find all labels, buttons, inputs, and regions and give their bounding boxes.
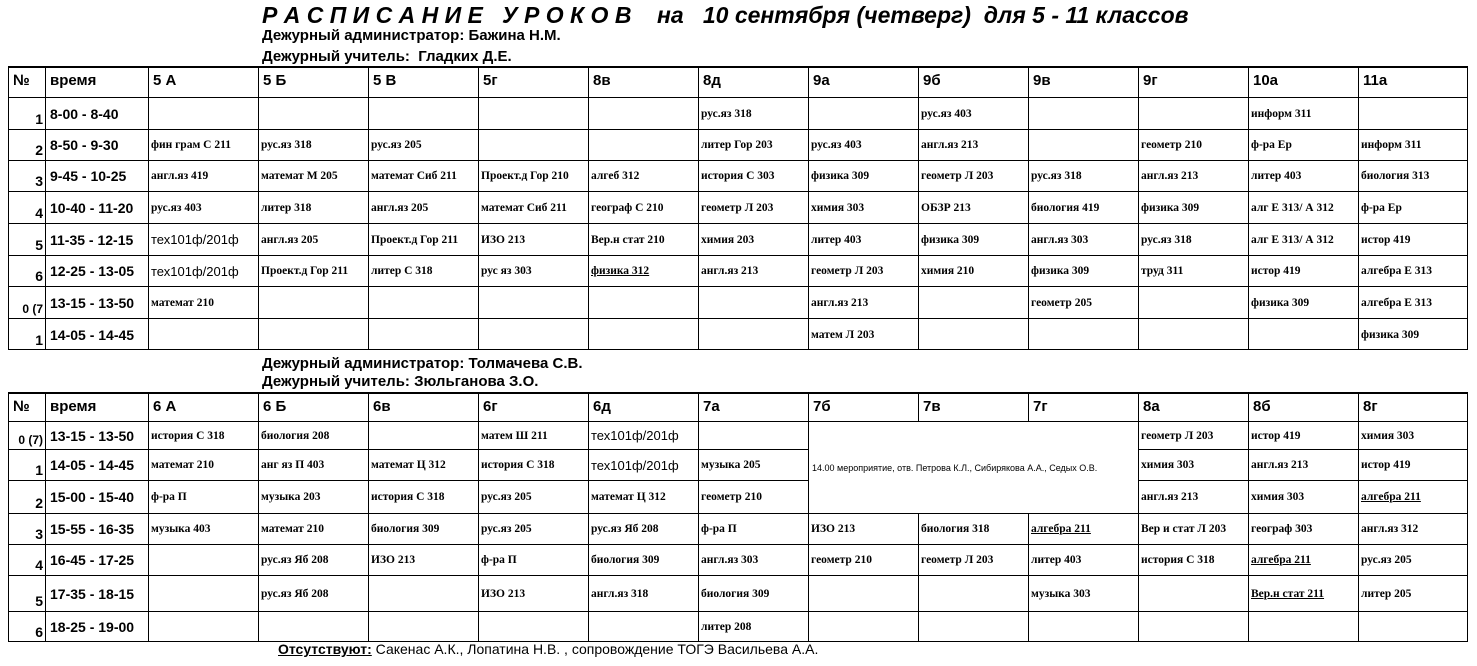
lesson-cell: алгебра 211 <box>1358 480 1468 513</box>
lesson-number: 3 <box>8 160 45 191</box>
lesson-cell: алг Е 313/ А 312 <box>1248 191 1358 223</box>
lesson-cell: англ.яз 213 <box>808 286 918 318</box>
lesson-cell: биология 208 <box>258 421 368 449</box>
lesson-cell: труд 311 <box>1138 255 1248 286</box>
lesson-cell: истор 419 <box>1358 223 1468 255</box>
lesson-time: 8-00 - 8-40 <box>45 97 148 129</box>
lesson-cell: ф-ра Ер <box>1358 191 1468 223</box>
class-header: 5 Б <box>258 66 368 97</box>
lesson-cell: алгебра 211 <box>1028 513 1138 544</box>
lesson-cell: ИЗО 213 <box>808 513 918 544</box>
lesson-cell: истор 419 <box>1248 421 1358 449</box>
lesson-time: 13-15 - 13-50 <box>45 421 148 449</box>
lesson-cell: ОБЗР 213 <box>918 191 1028 223</box>
lesson-number: 2 <box>8 129 45 160</box>
lesson-cell <box>1138 318 1248 350</box>
class-header: 8г <box>1358 392 1468 421</box>
lesson-number: 0 (7 <box>8 286 45 318</box>
class-header: 7а <box>698 392 808 421</box>
lesson-cell: ф-ра П <box>148 480 258 513</box>
lesson-cell <box>258 286 368 318</box>
class-header: 9б <box>918 66 1028 97</box>
lesson-cell: Вер.н стат 210 <box>588 223 698 255</box>
lesson-cell: биология 309 <box>588 544 698 575</box>
lesson-cell: англ.яз 205 <box>258 223 368 255</box>
lesson-cell: история С 318 <box>478 449 588 480</box>
lesson-cell <box>1358 97 1468 129</box>
lesson-cell <box>588 318 698 350</box>
lesson-cell: Проект.д Гор 211 <box>368 223 478 255</box>
lesson-cell: географ С 210 <box>588 191 698 223</box>
lesson-cell: химия 210 <box>918 255 1028 286</box>
lesson-cell: физика 309 <box>808 160 918 191</box>
lesson-cell <box>148 544 258 575</box>
lesson-time: 14-05 - 14-45 <box>45 318 148 350</box>
lesson-number: 5 <box>8 575 45 611</box>
lesson-cell: информ 311 <box>1358 129 1468 160</box>
lesson-cell: рус.яз 403 <box>808 129 918 160</box>
lesson-cell: истор 419 <box>1358 449 1468 480</box>
lesson-cell: ф-ра Ер <box>1248 129 1358 160</box>
lesson-cell: физика 312 <box>588 255 698 286</box>
lesson-cell: рус.яз 205 <box>1358 544 1468 575</box>
lesson-cell <box>808 611 918 642</box>
lesson-cell: химия 303 <box>1358 421 1468 449</box>
lesson-cell <box>698 421 808 449</box>
lesson-cell: ИЗО 213 <box>368 544 478 575</box>
lesson-cell: матем Ш 211 <box>478 421 588 449</box>
class-header: 9в <box>1028 66 1138 97</box>
lesson-cell: музыка 205 <box>698 449 808 480</box>
lesson-cell <box>588 286 698 318</box>
lesson-number: 6 <box>8 611 45 642</box>
lesson-cell: англ.яз 303 <box>698 544 808 575</box>
class-header: 8б <box>1248 392 1358 421</box>
lesson-cell <box>148 611 258 642</box>
lesson-time: 16-45 - 17-25 <box>45 544 148 575</box>
lesson-cell: биология 309 <box>368 513 478 544</box>
lesson-cell <box>478 286 588 318</box>
lesson-cell: биология 309 <box>698 575 808 611</box>
lesson-cell <box>258 611 368 642</box>
lesson-cell <box>148 318 258 350</box>
lesson-number: 0 (7) <box>8 421 45 449</box>
lesson-cell: литер 403 <box>1028 544 1138 575</box>
lesson-cell <box>588 611 698 642</box>
class-header: 6в <box>368 392 478 421</box>
class-header: 8д <box>698 66 808 97</box>
lesson-cell: матем Л 203 <box>808 318 918 350</box>
lesson-cell: рус.яз 403 <box>918 97 1028 129</box>
lesson-cell: физика 309 <box>1358 318 1468 350</box>
lesson-cell: литер 318 <box>258 191 368 223</box>
header-num: № <box>8 392 45 421</box>
lesson-cell: рус.яз 318 <box>698 97 808 129</box>
lesson-cell: алгеб 312 <box>588 160 698 191</box>
lesson-cell: математ Ц 312 <box>368 449 478 480</box>
lesson-cell <box>1138 97 1248 129</box>
lesson-cell: тех101ф/201ф <box>588 421 698 449</box>
lesson-cell: рус.яз Яб 208 <box>258 575 368 611</box>
lesson-cell <box>698 286 808 318</box>
lesson-time: 15-55 - 16-35 <box>45 513 148 544</box>
lesson-cell <box>368 318 478 350</box>
lesson-time: 8-50 - 9-30 <box>45 129 148 160</box>
lesson-cell: рус.яз Яб 208 <box>258 544 368 575</box>
lesson-cell <box>588 97 698 129</box>
lesson-cell <box>368 575 478 611</box>
lesson-cell <box>1138 286 1248 318</box>
class-header: 9а <box>808 66 918 97</box>
absent-text: Сакенас А.К., Лопатина Н.В. , сопровождение ТОГЭ Васильева А.А. <box>371 641 819 657</box>
header-time: время <box>45 66 148 97</box>
lesson-cell <box>478 97 588 129</box>
lesson-cell <box>1248 611 1358 642</box>
lesson-number: 3 <box>8 513 45 544</box>
lesson-cell <box>918 318 1028 350</box>
lesson-cell: история С 318 <box>1138 544 1248 575</box>
lesson-cell <box>808 97 918 129</box>
lesson-cell: литер 403 <box>1248 160 1358 191</box>
lesson-cell <box>258 318 368 350</box>
lesson-cell: информ 311 <box>1248 97 1358 129</box>
lesson-cell: литер 205 <box>1358 575 1468 611</box>
header-time: время <box>45 392 148 421</box>
lesson-cell: физика 309 <box>1248 286 1358 318</box>
lesson-time: 11-35 - 12-15 <box>45 223 148 255</box>
lesson-cell: англ.яз 213 <box>1138 160 1248 191</box>
lesson-cell: геометр 210 <box>1138 129 1248 160</box>
lesson-cell: англ.яз 419 <box>148 160 258 191</box>
lesson-cell: англ.яз 213 <box>918 129 1028 160</box>
lesson-cell: ИЗО 213 <box>478 223 588 255</box>
class-header: 5г <box>478 66 588 97</box>
lesson-cell: ф-ра П <box>478 544 588 575</box>
lesson-number: 5 <box>8 223 45 255</box>
lesson-cell: фин грам С 211 <box>148 129 258 160</box>
lesson-cell: литер 208 <box>698 611 808 642</box>
lesson-cell: рус.яз 403 <box>148 191 258 223</box>
lesson-number: 1 <box>8 449 45 480</box>
lesson-cell: анг яз П 403 <box>258 449 368 480</box>
lesson-cell <box>368 286 478 318</box>
lesson-cell: физика 309 <box>1028 255 1138 286</box>
lesson-cell <box>698 318 808 350</box>
class-header: 9г <box>1138 66 1248 97</box>
lesson-cell: геометр Л 203 <box>918 544 1028 575</box>
lesson-cell: история С 318 <box>148 421 258 449</box>
lesson-cell: музыка 403 <box>148 513 258 544</box>
lesson-cell: рус.яз 318 <box>1138 223 1248 255</box>
class-header: 5 А <box>148 66 258 97</box>
lesson-cell: математ М 205 <box>258 160 368 191</box>
class-header: 8в <box>588 66 698 97</box>
lesson-cell <box>478 318 588 350</box>
lesson-cell: англ.яз 213 <box>1138 480 1248 513</box>
lesson-number: 6 <box>8 255 45 286</box>
lesson-cell: рус.яз 318 <box>1028 160 1138 191</box>
class-header: 8а <box>1138 392 1248 421</box>
lesson-cell: Вер.н стат 211 <box>1248 575 1358 611</box>
lesson-cell: литер С 318 <box>368 255 478 286</box>
lesson-cell: рус.яз 205 <box>478 480 588 513</box>
class-header: 7в <box>918 392 1028 421</box>
lesson-time: 9-45 - 10-25 <box>45 160 148 191</box>
lesson-time: 12-25 - 13-05 <box>45 255 148 286</box>
lesson-cell: англ.яз 213 <box>1248 449 1358 480</box>
lesson-cell: математ 210 <box>148 286 258 318</box>
lesson-cell: музыка 303 <box>1028 575 1138 611</box>
lesson-cell: математ Сиб 211 <box>368 160 478 191</box>
lesson-cell <box>368 611 478 642</box>
lesson-cell <box>918 611 1028 642</box>
lesson-cell: геометр 210 <box>808 544 918 575</box>
lesson-cell <box>368 97 478 129</box>
lesson-time: 15-00 - 15-40 <box>45 480 148 513</box>
lesson-cell: англ.яз 303 <box>1028 223 1138 255</box>
lesson-cell: рус.яз 205 <box>368 129 478 160</box>
class-header: 5 В <box>368 66 478 97</box>
lesson-cell: Проект.д Гор 210 <box>478 160 588 191</box>
lesson-cell: рус.яз 318 <box>258 129 368 160</box>
lesson-cell <box>1138 575 1248 611</box>
lesson-time: 18-25 - 19-00 <box>45 611 148 642</box>
duty-teacher-2: Дежурный учитель: Зюльганова З.О. <box>262 373 539 390</box>
lesson-cell: литер Гор 203 <box>698 129 808 160</box>
class-header: 6г <box>478 392 588 421</box>
lesson-time: 17-35 - 18-15 <box>45 575 148 611</box>
lesson-cell <box>1138 611 1248 642</box>
lesson-cell <box>918 286 1028 318</box>
lesson-cell: рус.яз Яб 208 <box>588 513 698 544</box>
lesson-time: 10-40 - 11-20 <box>45 191 148 223</box>
lesson-cell: геометр Л 203 <box>808 255 918 286</box>
header-num: № <box>8 66 45 97</box>
lesson-cell: алг Е 313/ А 312 <box>1248 223 1358 255</box>
lesson-cell: алгебра Е 313 <box>1358 255 1468 286</box>
lesson-time: 13-15 - 13-50 <box>45 286 148 318</box>
lesson-cell <box>1028 97 1138 129</box>
class-header: 7г <box>1028 392 1138 421</box>
lesson-cell: географ 303 <box>1248 513 1358 544</box>
lesson-cell: тех101ф/201ф <box>148 255 258 286</box>
lesson-cell <box>808 575 918 611</box>
lesson-cell <box>148 575 258 611</box>
schedule-title: Р А С П И С А Н И Е У Р О К О В на 10 сентября (четверг) для 5 - 11 классов <box>262 2 1189 28</box>
lesson-cell <box>258 97 368 129</box>
lesson-cell: геометр 210 <box>698 480 808 513</box>
lesson-cell: ИЗО 213 <box>478 575 588 611</box>
lesson-cell: химия 303 <box>1248 480 1358 513</box>
lesson-cell <box>1028 611 1138 642</box>
lesson-number: 1 <box>8 318 45 350</box>
lesson-cell <box>1358 611 1468 642</box>
lesson-cell: геометр Л 203 <box>1138 421 1248 449</box>
duty-teacher-1: Дежурный учитель: Гладких Д.Е. <box>262 48 512 65</box>
lesson-cell: истор 419 <box>1248 255 1358 286</box>
lesson-cell: химия 303 <box>808 191 918 223</box>
duty-admin-1: Дежурный администратор: Бажина Н.М. <box>262 27 561 44</box>
lesson-cell: физика 309 <box>918 223 1028 255</box>
lesson-cell: химия 303 <box>1138 449 1248 480</box>
absent-label: Отсутствуют: <box>278 641 372 657</box>
class-header: 7б <box>808 392 918 421</box>
lesson-cell: физика 309 <box>1138 191 1248 223</box>
lesson-cell: алгебра Е 313 <box>1358 286 1468 318</box>
class-header: 6 А <box>148 392 258 421</box>
lesson-cell: англ.яз 213 <box>698 255 808 286</box>
lesson-cell: музыка 203 <box>258 480 368 513</box>
lesson-cell: тех101ф/201ф <box>588 449 698 480</box>
lesson-cell: тех101ф/201ф <box>148 223 258 255</box>
class-header: 11а <box>1358 66 1468 97</box>
lesson-cell <box>478 611 588 642</box>
lesson-cell: геометр 205 <box>1028 286 1138 318</box>
lesson-cell: математ 210 <box>258 513 368 544</box>
lesson-cell <box>1028 318 1138 350</box>
lesson-cell: англ.яз 205 <box>368 191 478 223</box>
lesson-cell: рус яз 303 <box>478 255 588 286</box>
lesson-cell: литер 403 <box>808 223 918 255</box>
lesson-cell: математ Сиб 211 <box>478 191 588 223</box>
lesson-number: 1 <box>8 97 45 129</box>
lesson-cell: геометр Л 203 <box>698 191 808 223</box>
lesson-cell <box>1248 318 1358 350</box>
class-header: 10а <box>1248 66 1358 97</box>
class-header: 6 Б <box>258 392 368 421</box>
lesson-cell: химия 203 <box>698 223 808 255</box>
lesson-cell: англ.яз 312 <box>1358 513 1468 544</box>
lesson-cell: геометр Л 203 <box>918 160 1028 191</box>
lesson-number: 4 <box>8 544 45 575</box>
lesson-cell: Проект.д Гор 211 <box>258 255 368 286</box>
lesson-cell <box>148 97 258 129</box>
lesson-cell: история С 318 <box>368 480 478 513</box>
lesson-cell <box>1028 129 1138 160</box>
lesson-time: 14-05 - 14-45 <box>45 449 148 480</box>
lesson-cell <box>918 575 1028 611</box>
lesson-cell: история С 303 <box>698 160 808 191</box>
merged-event-cell: 14.00 мероприятие, отв. Петрова К.Л., Сибирякова А.А., Седых О.В. <box>808 421 1138 513</box>
class-header: 6д <box>588 392 698 421</box>
lesson-cell: биология 318 <box>918 513 1028 544</box>
duty-admin-2: Дежурный администратор: Толмачева С.В. <box>262 355 583 372</box>
lesson-cell: алгебра 211 <box>1248 544 1358 575</box>
lesson-number: 4 <box>8 191 45 223</box>
lesson-cell: Вер и стат Л 203 <box>1138 513 1248 544</box>
lesson-cell <box>588 129 698 160</box>
absent-note <box>278 641 818 657</box>
lesson-cell: англ.яз 318 <box>588 575 698 611</box>
lesson-cell: математ 210 <box>148 449 258 480</box>
lesson-number: 2 <box>8 480 45 513</box>
lesson-cell: биология 313 <box>1358 160 1468 191</box>
lesson-cell: биология 419 <box>1028 191 1138 223</box>
lesson-cell: математ Ц 312 <box>588 480 698 513</box>
lesson-cell <box>478 129 588 160</box>
lesson-cell: ф-ра П <box>698 513 808 544</box>
lesson-cell: рус.яз 205 <box>478 513 588 544</box>
lesson-cell <box>368 421 478 449</box>
